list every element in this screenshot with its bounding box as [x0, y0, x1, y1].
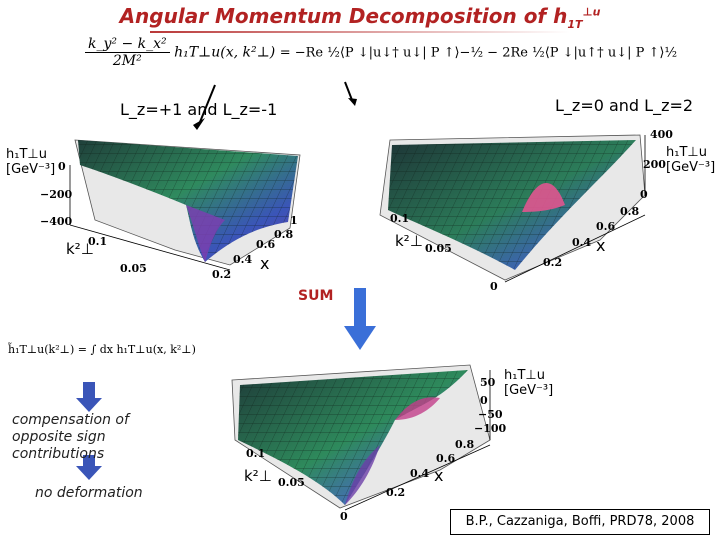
left-zlabel	[6, 147, 55, 177]
formula-rhs: = −Re ½⟨P ↓|u↓† u↓| P ↑⟩−½ − 2Re ½⟨P ↓|u↑† u↓| P ↑⟩½	[279, 45, 678, 61]
right-zlabel-name: h₁T⊥u	[666, 145, 707, 160]
sum-ktick-2: 0	[340, 510, 348, 523]
integral-formula: h̃₁T⊥u(k²⊥) = ∫ dx h₁T⊥u(x, k²⊥)	[8, 343, 196, 356]
sum-kaxis: k²⊥	[244, 467, 272, 485]
left-ztick-1: −200	[40, 188, 73, 201]
sum-ztick-0: 50	[480, 376, 496, 389]
sum-xaxis: x	[434, 466, 444, 485]
right-ktick-1: 0.05	[425, 242, 452, 255]
no-deformation-note: no deformation	[35, 485, 143, 501]
title-sub: 1T	[567, 18, 583, 31]
citation-box: B.P., Cazzaniga, Boffi, PRD78, 2008	[450, 509, 710, 535]
sum-xtick-3: 0.2	[386, 486, 406, 499]
left-xtick-4: 0.2	[212, 268, 232, 281]
sum-ktick-1: 0.05	[278, 476, 305, 489]
right-zlabel	[666, 145, 707, 160]
right-xtick-3: 0.2	[543, 256, 563, 269]
formula-arrow-left	[200, 85, 215, 122]
sum-surface-plot	[232, 365, 490, 510]
left-ktick-1: 0.05	[120, 262, 147, 275]
sum-ztick-3: −100	[474, 422, 507, 435]
right-zlabel-unit: [GeV⁻³]	[666, 160, 716, 175]
right-ktick-2: 0	[490, 280, 498, 293]
left-panel-label: L_z=+1 and L_z=-1	[120, 100, 278, 119]
right-ztick-2: 0	[640, 188, 648, 201]
left-xtick-1: 0.8	[274, 228, 294, 241]
left-ktick-0: 0.1	[88, 235, 108, 248]
sum-zlabel-unit: [GeV⁻³]	[504, 383, 554, 398]
right-kaxis: k²⊥	[395, 232, 423, 250]
left-xtick-2: 0.6	[256, 238, 276, 251]
formula-lhs-function: h₁T⊥u(x, k²⊥)	[174, 44, 276, 61]
left-zlabel-name: h₁T⊥u	[6, 147, 47, 162]
sum-ztick-2: −50	[478, 408, 503, 421]
sum-arrow-head	[344, 326, 376, 350]
left-xtick-3: 0.4	[233, 253, 253, 266]
sum-xtick-1: 0.6	[436, 452, 456, 465]
left-zlabel-unit: [GeV⁻³]	[6, 162, 56, 177]
left-xtick-0: 1	[290, 214, 298, 227]
right-ktick-0: 0.1	[390, 212, 410, 225]
title-text: Angular Momentum Decomposition of h	[119, 4, 568, 28]
right-ztick-0: 400	[650, 128, 673, 141]
right-ztick-1: 200	[643, 158, 666, 171]
right-xaxis: x	[596, 236, 606, 255]
formula-arrow-left-head	[193, 118, 205, 130]
down-arrow-1	[76, 382, 102, 412]
formula-arrow-right	[345, 82, 352, 100]
sum-zlabel-name: h₁T⊥u	[504, 368, 545, 383]
formula-arrow-right-head	[348, 98, 357, 106]
left-xaxis: x	[260, 254, 270, 273]
formula-numerator: k_y² − k_x²	[85, 36, 170, 53]
title-sup: ⊥u	[582, 5, 601, 19]
sum-xtick-0: 0.8	[455, 438, 475, 451]
sum-ztick-1: 0	[480, 394, 488, 407]
sum-xtick-2: 0.4	[410, 467, 430, 480]
right-xtick-1: 0.6	[596, 220, 616, 233]
sum-ktick-0: 0.1	[246, 447, 266, 460]
right-xtick-2: 0.4	[572, 236, 592, 249]
left-ztick-0: 0	[58, 160, 66, 173]
right-xtick-0: 0.8	[620, 205, 640, 218]
left-ztick-2: −400	[40, 215, 73, 228]
sum-zlabel	[504, 368, 553, 398]
right-surface-plot	[380, 135, 645, 282]
formula-denominator: 2M²	[112, 53, 142, 69]
left-kaxis: k²⊥	[66, 240, 94, 258]
compensation-note: compensation of opposite sign contributions	[12, 412, 129, 462]
sum-label: SUM	[298, 288, 334, 304]
right-panel-label: L_z=0 and L_z=2	[555, 96, 694, 115]
